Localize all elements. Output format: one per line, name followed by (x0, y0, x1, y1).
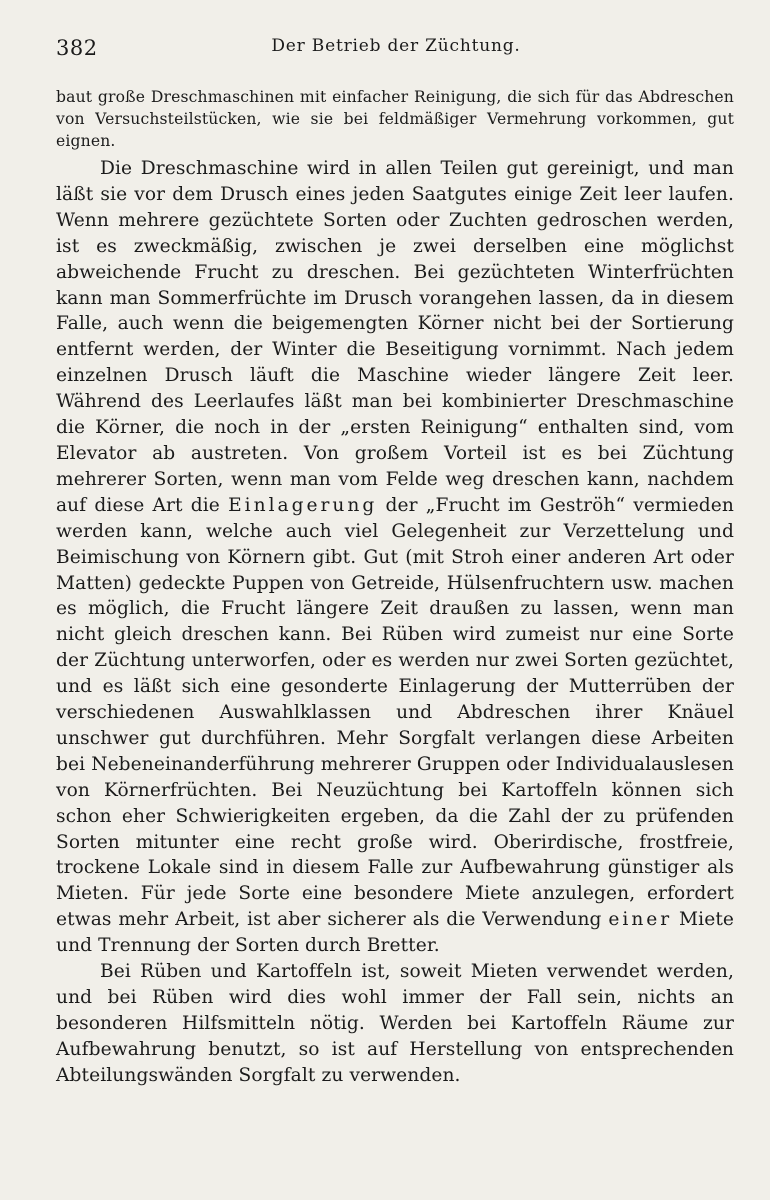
page-header (56, 36, 736, 64)
running-title: Der Betrieb der Züchtung. (271, 36, 521, 56)
main-text (56, 156, 734, 1089)
page-number: 382 (56, 36, 98, 60)
paragraph-1-part-1: Die Dreschmaschine wird in allen Teilen gut gereinigt, und man läßt sie vor dem Drusch eines jeden Saatgutes einige Zeit leer laufen. Wenn mehrere gezüchtete Sorten oder Zuchten gedroschen werden, ist es zweckmäßig, zwischen je zwei derselben eine möglichst abweichende Frucht zu dreschen. Bei gezüchteten Winterfrüchten kann man Sommerfrüchte im Drusch vorangehen lassen, da in diesem Falle, auch wenn die beigemengten Körner nicht bei der Sortierung entfernt werden, der Winter die Beseitigung vornimmt. Nach jedem einzelnen Drusch läuft die Maschine wieder längere Zeit leer. Während des Leerlaufes läßt man bei kombinierter Dreschmaschine die Körner, die noch in der „ersten Reinigung“ enthalten sind, vom Elevator ab austreten. Von großem Vorteil ist es bei Züchtung mehrerer Sorten, wenn man vom Felde weg dreschen kann, nachdem auf diese Art die (56, 158, 734, 516)
paragraph-1-part-3: Miete und Trennung der Sorten durch Bretter. (56, 909, 734, 957)
paragraph-1 (56, 156, 734, 959)
intro-paragraph: baut große Dreschmaschinen mit einfacher Reinigung, die sich für das Abdreschen von Versuchsteilstücken, wie sie bei feldmäßiger Vermehrung vorkommen, gut eignen. (56, 88, 734, 150)
emphasis-einlagerung: Einlagerung (228, 494, 378, 516)
emphasis-einer: einer (608, 909, 673, 931)
paragraph-2: Bei Rüben und Kartoffeln ist, soweit Mieten verwendet werden, und bei Rüben wird dies wohl immer der Fall sein, nichts an besonderen Hilfsmitteln nötig. Werden bei Kartoffeln Räume zur Aufbewahrung benutzt, so ist auf Herstellung von entsprechenden Abteilungswänden Sorgfalt zu verwenden. (56, 961, 734, 1086)
paragraph-1-part-2: der „Frucht im Geströh“ vermieden werden kann, welche auch viel Gelegenheit zur Verzettelung und Beimischung von Körnern gibt. Gut (mit Stroh einer anderen Art oder Matten) gedeckte Puppen von Getreide, Hülsenfruchtern usw. machen es möglich, die Frucht längere Zeit draußen zu lassen, wenn man nicht gleich dreschen kann. Bei Rüben wird zumeist nur eine Sorte der Züchtung unterworfen, oder es werden nur zwei Sorten gezüchtet, und es läßt sich eine gesonderte Einlagerung der Mutterrüben der verschiedenen Auswahlklassen und Abdreschen ihrer Knäuel unschwer gut durchführen. Mehr Sorgfalt verlangen diese Arbeiten bei Nebeneinanderführung mehrerer Gruppen oder Individualauslesen von Körnerfrüchten. Bei Neuzüchtung bei Kartoffeln können sich schon eher Schwierigkeiten ergeben, da die Zahl der zu prüfenden Sorten mitunter eine recht große wird. Oberirdische, frostfreie, trockene Lokale sind in diesem Falle zur Aufbewahrung günstiger als Mieten. Für jede Sorte eine besondere Miete anzulegen, erfordert etwas mehr Arbeit, ist aber sicherer als die Verwendung (56, 494, 734, 931)
